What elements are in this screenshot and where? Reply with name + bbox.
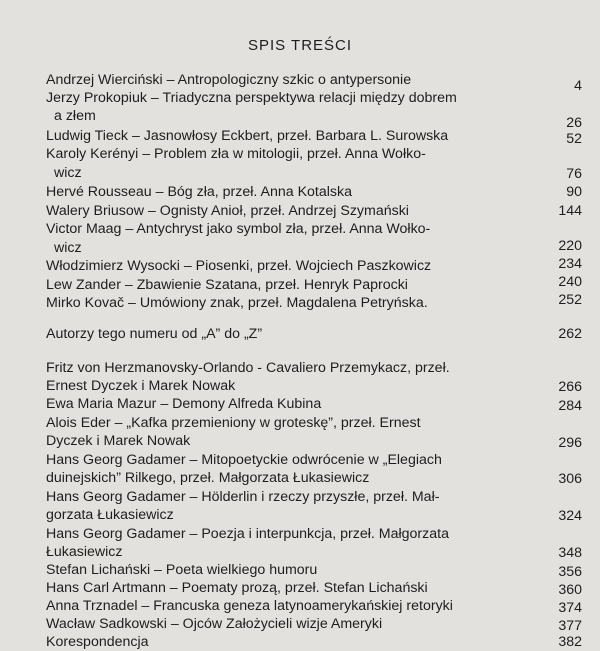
toc-line: Korespondencja bbox=[46, 634, 149, 650]
page-number: 324 bbox=[558, 508, 582, 524]
toc-line: wicz bbox=[54, 165, 82, 181]
page-title: SPIS TREŚCI bbox=[247, 37, 353, 54]
page-number: 266 bbox=[558, 379, 582, 395]
page-number: 374 bbox=[558, 600, 582, 616]
page-number: 284 bbox=[558, 398, 582, 414]
page-number: 144 bbox=[558, 203, 582, 219]
toc-line: Ludwig Tieck – Jasnowłosy Eckbert, przeł. Barbara L. Surowska bbox=[46, 128, 449, 144]
toc-line: Hans Georg Gadamer – Mitopoetyckie odwrócenie w „Elegiach bbox=[46, 452, 442, 468]
toc-line: Hans Carl Artmann – Poematy prozą, przeł. Stefan Lichański bbox=[46, 580, 428, 596]
toc-line: Fritz von Herzmanovsky-Orlando - Cavaliero Przemykacz, przeł. bbox=[46, 360, 450, 376]
toc-line: Alois Eder – „Kafka przemieniony w groteskę”, przeł. Ernest bbox=[46, 415, 421, 431]
toc-line: Andrzej Wierciński – Antropologiczny szkic o antypersonie bbox=[46, 72, 412, 88]
toc-line: a złem bbox=[54, 108, 96, 124]
toc-line: Łukasiewicz bbox=[46, 544, 123, 560]
page-number: 76 bbox=[566, 166, 582, 182]
toc-line: Anna Trznadel – Francuska geneza latynoamerykańskiej retoryki bbox=[46, 598, 453, 614]
page-number: 360 bbox=[558, 582, 582, 598]
toc-line: Hans Georg Gadamer – Hölderlin i rzeczy przyszłe, przeł. Mał- bbox=[46, 489, 440, 505]
page-number: 262 bbox=[558, 326, 582, 342]
page-number: 26 bbox=[566, 115, 582, 131]
toc-line: Victor Maag – Antychryst jako symbol zła, przeł. Anna Wołko- bbox=[46, 221, 431, 237]
toc-line: Karoly Kerényi – Problem zła w mitologii, przeł. Anna Wołko- bbox=[46, 146, 426, 162]
page-number: 296 bbox=[558, 435, 582, 451]
toc-line: Lew Zander – Zbawienie Szatana, przeł. Henryk Paprocki bbox=[46, 277, 408, 293]
page-number: 306 bbox=[558, 471, 582, 487]
page-number: 4 bbox=[574, 78, 582, 94]
toc-line: duinejskich” Rilkego, przeł. Małgorzata Łukasiewicz bbox=[46, 470, 370, 486]
toc-line: Dyczek i Marek Nowak bbox=[46, 433, 191, 449]
page-number: 234 bbox=[558, 256, 582, 272]
toc-line: Mirko Kovač – Umówiony znak, przeł. Magdalena Petryńska. bbox=[46, 295, 428, 311]
toc-line: Włodzimierz Wysocki – Piosenki, przeł. Wojciech Paszkowicz bbox=[46, 258, 432, 274]
page-number: 377 bbox=[558, 618, 582, 634]
page-number: 348 bbox=[558, 545, 582, 561]
page-number: 252 bbox=[558, 292, 582, 308]
toc-line: Walery Briusow – Ognisty Anioł, przeł. Andrzej Szymański bbox=[46, 203, 409, 219]
toc-line: Autorzy tego numeru od „A” do „Z” bbox=[46, 326, 263, 342]
page-number: 382 bbox=[558, 634, 582, 650]
page-number: 90 bbox=[566, 184, 582, 200]
toc-line: Wacław Sadkowski – Ojców Założycieli wizje Ameryki bbox=[46, 616, 383, 632]
page-number: 52 bbox=[566, 131, 582, 147]
toc-line: Ernest Dyczek i Marek Nowak bbox=[46, 378, 236, 394]
toc-line: Ewa Maria Mazur – Demony Alfreda Kubina bbox=[46, 396, 322, 412]
page-number: 220 bbox=[558, 238, 582, 254]
toc-line: Stefan Lichański – Poeta wielkiego humoru bbox=[46, 562, 318, 578]
page-number: 240 bbox=[558, 274, 582, 290]
toc-line: wicz bbox=[54, 240, 82, 256]
page-number: 356 bbox=[558, 564, 582, 580]
toc-line: Hervé Rousseau – Bóg zła, przeł. Anna Kotalska bbox=[46, 184, 352, 200]
toc-line: Jerzy Prokopiuk – Triadyczna perspektywa relacji między dobrem bbox=[46, 90, 457, 106]
toc-line: gorzata Łukasiewicz bbox=[46, 507, 174, 523]
toc-line: Hans Georg Gadamer – Poezja i interpunkcja, przeł. Małgorzata bbox=[46, 526, 449, 542]
